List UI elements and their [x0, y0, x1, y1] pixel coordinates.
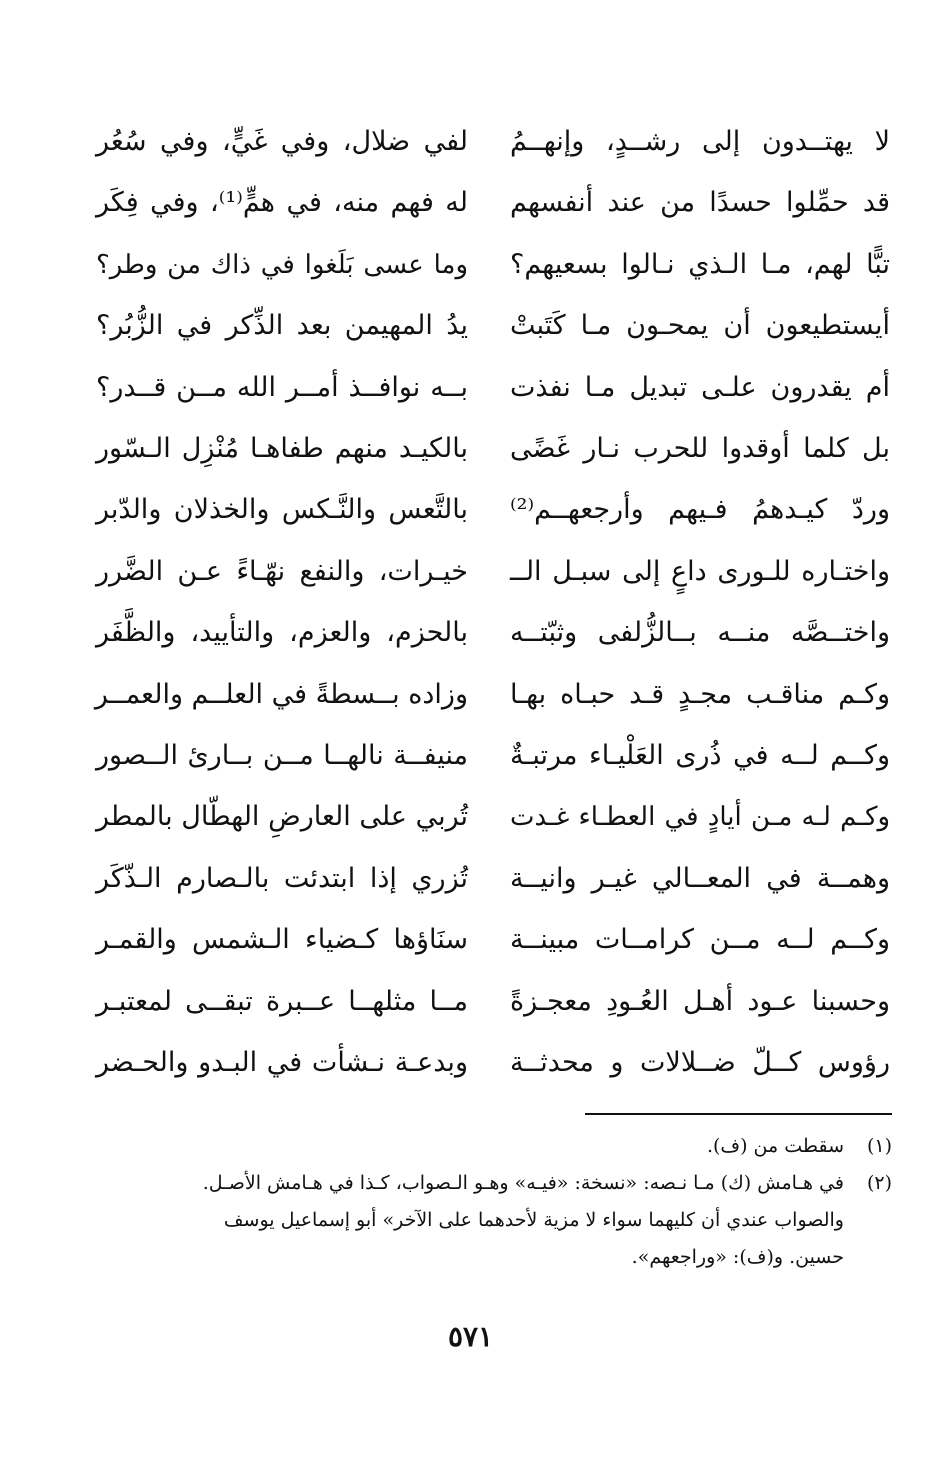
- verse-second-hemistich: منيفــة نالهــا مــن بــارئ الــصور: [96, 740, 468, 771]
- verse-line: [0, 972, 941, 1032]
- verse-line: [0, 787, 941, 847]
- footnote-1: [88, 1128, 892, 1165]
- verse-second-hemistich: مــا مثلهــا عــبرة تبقــى لمعتبـر: [96, 985, 468, 1017]
- footnote-2-line-3: حسين. و(ف): «وراجعهم».: [631, 1246, 844, 1268]
- verse-line: [0, 665, 941, 725]
- footnote-2-line-1: في هـامش (ك) مـا نـصه: «نسخة: «فيـه» وهـو الـصواب، كـذا في هـامش الأصـل.: [202, 1172, 844, 1194]
- footnotes-section: [88, 1128, 892, 1276]
- verse-second-hemistich: وما عسى بَلَغوا في ذاك من وطر؟: [96, 249, 468, 280]
- verse-second-hemistich: بالكيـد منهم طفاهـا مُنْزِل الـسّور: [96, 433, 468, 464]
- verse-first-hemistich: قد حمِّلوا حسدًا من عند أنفسهم: [510, 187, 890, 219]
- verse-first-hemistich: تبًّا لهم، مـا الـذي نـالوا بسعيهم؟: [510, 248, 890, 280]
- footnote-2-line-2: والصواب عندي أن كليهما سواء لا مزية لأحدهما على الآخر» أبو إسماعيل يوسف: [223, 1209, 844, 1231]
- footnote-2-number: (٢): [866, 1172, 892, 1194]
- footnote-2: [88, 1165, 892, 1276]
- verse-second-hemistich: بالتَّعس والنَّـكس والخذلان والدّبر: [96, 494, 468, 526]
- verse-line: [0, 112, 941, 172]
- verse-first-hemistich: وكــم لــه في ذُرى العَلْيـاء مرتبـةٌ: [510, 740, 890, 771]
- footnote-1-number: (١): [866, 1135, 892, 1157]
- verse-first-hemistich: واختـاره للـورى داعٍ إلى سبـل الــ: [510, 555, 890, 587]
- verse-second-hemistich: سنَاؤها كـضياء الـشمس والقمـر: [96, 924, 468, 956]
- verse-line: [0, 726, 941, 786]
- verse-second-hemistich: وبدعـة نـشأت في البـدو والحـضر: [96, 1047, 468, 1078]
- verse-first-hemistich: وهمــة في المعــالي غيـر وانيــة: [510, 862, 890, 894]
- verse-line: [0, 480, 941, 540]
- verse-line: [0, 542, 941, 602]
- footnote-divider: [585, 1113, 892, 1115]
- verse-line: [0, 173, 941, 233]
- verse-line: [0, 419, 941, 479]
- verse-second-hemistich: خيـرات، والنفع نهّـاءً عـن الضَّرر: [96, 555, 468, 587]
- verse-first-hemistich: وكـم مناقـب مجـدٍ قـد حبـاه بهـا: [510, 678, 890, 710]
- verse-second-hemistich: بــه نوافــذ أمــر الله مــن قــدر؟: [96, 371, 468, 403]
- verse-first-hemistich: أم يقدرون علـى تبديل مـا نفذت: [510, 371, 890, 403]
- verse-second-hemistich: له فهم منه، في همٍّ⁽¹⁾، وفي فِكَر: [96, 187, 468, 219]
- verse-line: [0, 1033, 941, 1093]
- verse-line: [0, 910, 941, 970]
- verse-first-hemistich: وردّ كيـدهمُ فـيهم وأرجعهــم⁽²⁾: [510, 494, 890, 526]
- verse-second-hemistich: لفي ضلال، وفي غَيٍّ، وفي سُعُر: [96, 126, 468, 157]
- verse-first-hemistich: وكـم لـه مـن أيادٍ في العطـاء غـدت: [510, 802, 890, 833]
- verse-first-hemistich: واختــصَّه منــه بــالزُّلفى وثبّتــه: [510, 617, 890, 649]
- page-number: ٥٧١: [447, 1320, 494, 1353]
- verse-first-hemistich: بل كلما أوقدوا للحرب نـار غَضًى: [510, 433, 890, 464]
- verse-line: [0, 235, 941, 295]
- verse-line: [0, 296, 941, 356]
- footnote-1-line-1: سقطت من (ف).: [706, 1135, 844, 1157]
- verse-second-hemistich: تُزري إذا ابتدئت بالـصارم الـذّكَر: [96, 862, 468, 894]
- verse-first-hemistich: رؤوس كــلّ ضــلالات و محدثــة: [510, 1047, 890, 1078]
- verse-line: [0, 603, 941, 663]
- verse-second-hemistich: تُربي على العارضِ الهطّال بالمطر: [96, 801, 468, 833]
- verse-second-hemistich: يدُ المهيمن بعد الذِّكر في الزُّبُر؟: [96, 310, 468, 342]
- verse-first-hemistich: وحسبنا عـود أهـل العُـودِ معجـزةً: [510, 985, 890, 1017]
- verse-first-hemistich: لا يهتــدون إلى رشــدٍ، وإنهــمُ: [510, 126, 890, 157]
- verse-first-hemistich: وكــم لــه مــن كرامــات مبينــة: [510, 924, 890, 956]
- verse-first-hemistich: أيستطيعون أن يمحـون مـا كَتَبتْ: [510, 310, 890, 342]
- verse-line: [0, 849, 941, 909]
- verse-second-hemistich: وزاده بــسطةً في العلــم والعمــر: [94, 678, 468, 710]
- verse-line: [0, 358, 941, 418]
- verse-second-hemistich: بالحزم، والعزم، والتأييد، والظَّفَر: [96, 617, 468, 649]
